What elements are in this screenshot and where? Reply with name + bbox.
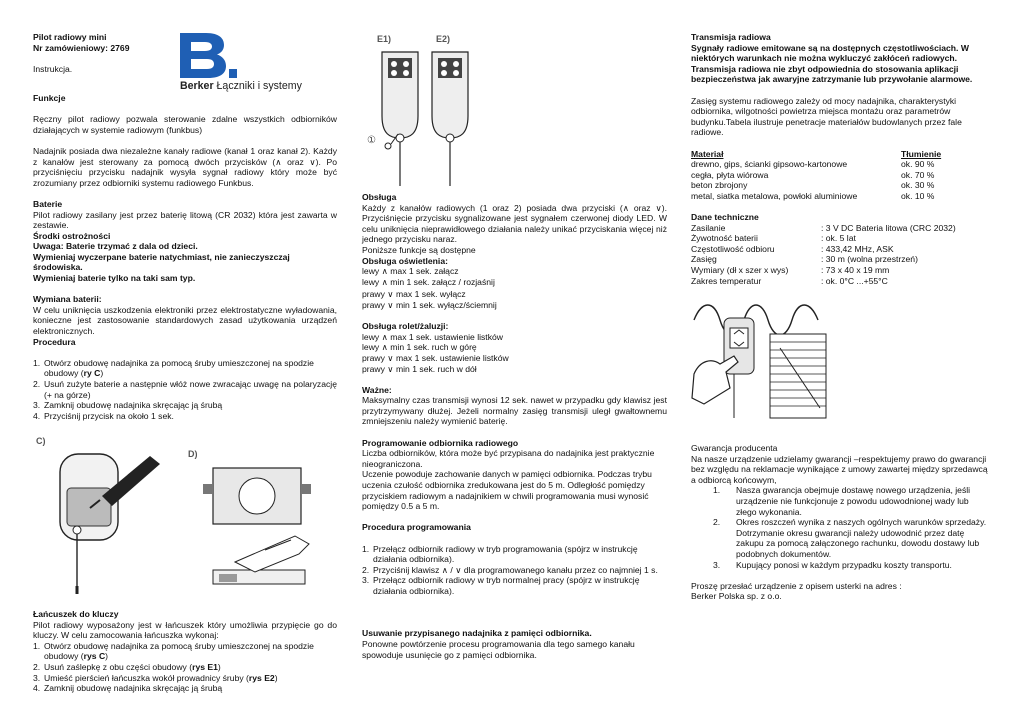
functions-para-1: Ręczny pilot radiowy pozwala sterowanie zdalne wszystkich odbiorników działających w systemie radiowym (funkbus) (33, 114, 337, 135)
figure-d-label: D) (188, 449, 198, 459)
chain-heading: Łańcuszek do kluczy (33, 609, 119, 619)
procedure-heading: Procedura (33, 336, 76, 347)
company-address: Berker Polska sp. z o.o. (691, 591, 782, 602)
warning-1: Uwaga: Baterie trzymać z dala od dzieci. (33, 241, 198, 252)
chain-section (33, 609, 337, 694)
figure-marker-1: ① (367, 135, 376, 146)
order-number: Nr zamówieniowy: 2769 (33, 42, 130, 53)
lighting-item: prawy ∨ max 1 sek. wyłącz (362, 289, 466, 300)
precautions-heading: Środki ostrożności (33, 230, 111, 241)
blinds-heading: Obsługa rolet/żaluzji: (362, 321, 449, 332)
warranty-list (691, 485, 991, 570)
radio-wall-illustration-icon (690, 298, 830, 426)
figure-e2-label: E2) (436, 34, 451, 44)
materials-table (691, 149, 961, 202)
table-row: Żywotność baterii : ok. 5 lat (691, 233, 856, 244)
warning-2: Wymieniaj wyczerpane baterie natychmiast, nie zanieczyszczaj środowiska. (33, 251, 290, 273)
warranty-heading: Gwarancja producenta (691, 443, 778, 453)
battery-para: Pilot radiowy zasilany jest przez baterię litową (CR 2032) która jest zawarta w zestawie. (33, 209, 337, 231)
damping-header: Tłumienie (901, 148, 942, 159)
programming-heading: Programowanie odbiornika radiowego (362, 437, 519, 448)
programming-steps (362, 544, 667, 597)
lighting-item: lewy ∧ min 1 sek. załącz / rozjaśnij (362, 276, 495, 287)
blinds-item: lewy ∧ max 1 sek. ustawienie listków (362, 331, 503, 342)
brand-tagline: Łączniki i systemy (216, 80, 302, 92)
brand-name: Berker (180, 80, 214, 92)
programming-step: 1. Przełącz odbiornik radiowy w tryb programowania (spójrz w instrukcję działania odbiornika). (362, 543, 638, 565)
warranty-item: 1. Nasza gwarancja obejmuje dostawę nowego urządzenia, jeśli urządzenie nie funkcjonuje z powodu udowodnionej wady lub złego wykonania. (713, 485, 971, 517)
transmission-para: Sygnały radiowe emitowane są na dostępnych częstotliwościach. W niektórych warunkach nie można wykluczyć zakłóceń radiowych. Transmisja radiowa nie zbyt odpowiednia do stosowania aplikacji bezpieczeństwa jak awaryjne zatrzymanie lub przywołanie alarmowe. (691, 42, 973, 85)
figure-c-screw-icon (40, 448, 180, 596)
table-header (691, 149, 961, 160)
figure-c-label: C) (36, 436, 46, 446)
column-3 (691, 32, 991, 286)
warranty-section (691, 443, 991, 602)
tech-data-heading: Dane techniczne (691, 212, 759, 223)
chain-step: 1. Otwórz obudowę nadajnika za pomocą śruby umieszczonej na spodzie obudowy (rys C) (33, 640, 314, 662)
lighting-item: prawy ∨ min 1 sek. wyłącz/ściemnij (362, 299, 497, 310)
important-para: Maksymalny czas transmisji wynosi 12 sek. nawet w przypadku gdy klawisz jest przytrzymywany dłużej. Jeżeli normalny zasięg transmisji uległ gwałtownemu zmniejszeniu należy wymienić baterię. (362, 395, 667, 427)
blinds-item: lewy ∧ min 1 sek. ruch w górę (362, 342, 477, 353)
figure-d-battery-icon (195, 462, 325, 600)
programming-procedure-heading: Procedura programowania (362, 522, 471, 533)
range-para: Zasięg systemu radiowego zależy od mocy nadajnika, charakterystyki odbiornika, wilgotności powietrza miejsca montażu oraz parametrów budynku.Tabela ilustruje penetracje materiałów budowlanych przez fale radiowe. (691, 95, 962, 138)
programming-step: 3. Przełącz odbiornik radiowy w tryb normalnej pracy (spójrz w instrukcję działania odbiornika). (362, 575, 640, 596)
lighting-heading: Obsługa oświetlenia: (362, 255, 448, 266)
remove-para: Ponowne powtórzenie procesu programowania dla tego samego kanału spowoduje usunięcie go z pamięci odbiornika. (362, 638, 635, 660)
functions-para-2: Nadajnik posiada dwa niezależne kanały radiowe (kanał 1 oraz kanał 2). Każdy z kanałów jest sterowany za pomocą dwóch przycisków (∧ oraz ∨). Po przyciśnięciu przycisku nadajnik wysyła sygnał radiowy który może być zrozumiany przez odbiorniki systemu radiowego Funkbus. (33, 145, 337, 188)
table-row: Częstotliwość odbioru : 433,42 MHz, ASK (691, 243, 894, 254)
procedure-step: 3. Zamknij obudowę nadajnika skręcając ją śrubą (33, 400, 223, 411)
warning-3: Wymieniaj baterie tylko na taki sam typ. (33, 273, 196, 284)
berker-b-icon (180, 33, 240, 79)
warranty-item: 3. Kupujący ponosi w każdym przypadku koszty transportu. (713, 559, 952, 570)
figure-e-remote-icon (364, 46, 484, 192)
battery-replace-para: W celu uniknięcia uszkodzenia elektroniki przez elektrostatyczne wyładowania, konieczne jest zastosowanie standardowych zasad użytkowania urządzeń elektronicznych. (33, 304, 337, 337)
important-heading: Ważne: (362, 384, 392, 395)
blinds-item: prawy ∨ min 1 sek. ruch w dół (362, 363, 477, 374)
product-title: Pilot radiowy mini (33, 32, 107, 42)
chain-step: 2. Usuń zaślepkę z obu części obudowy (rys E1) (33, 661, 221, 672)
table-row: Wymiary (dł x szer x wys) : 73 x 40 x 19 mm (691, 265, 890, 276)
operation-para-2: Poniższe funkcje są dostępne (362, 244, 476, 255)
chain-step: 4. Zamknij obudowę nadajnika skręcając ją śrubą (33, 683, 223, 694)
procedure-steps (33, 358, 337, 422)
warranty-item: 2. Okres roszczeń wynika z naszych ogólnych warunków sprzedaży. Dotrzymanie okresu gwarancji należy udowodnić przez datę zakupu za pomocą załączonego rachunku, dowodu dostawy lub podobnych dokumentów. (713, 517, 987, 559)
programming-step: 2. Przyciśnij klawisz ∧ / ∨ dla programowanego kanału przez co najmniej 1 s. (362, 564, 658, 575)
brand-line (180, 80, 302, 92)
table-row: beton zbrojony ok. 30 % (691, 180, 935, 191)
table-row: Zasięg : 30 m (wolna przestrzeń) (691, 254, 918, 265)
operation-para: Każdy z kanałów radiowych (1 oraz 2) posiada dwa przyciski (∧ oraz ∨). Przyciśnięcie przycisku sygnalizowane jest sygnałem czerwonej diody LED. W celu uniknięcia nieprawidłowego działania należy unikać przyciskania więcej niż jednego przycisku naraz. (362, 202, 667, 245)
table-row: metal, siatka metalowa, powłoki aluminiowe ok. 10 % (691, 190, 935, 201)
procedure-step: 2. Usuń zużyte baterie a następnie włóż nowe zwracając uwagę na polaryzację (+ na górze) (33, 379, 337, 400)
operation-heading: Obsługa (362, 192, 397, 202)
chain-step: 3. Umieść pierścień łańcuszka wokół prowadnicy śruby (rys E2) (33, 672, 278, 683)
lighting-item: lewy ∧ max 1 sek. załącz (362, 266, 459, 277)
chain-para: Pilot radiowy wyposażony jest w łańcuszek który umożliwia przypięcie go do kluczy. W celu zamocowania łańcuszka wykonaj: (33, 619, 337, 641)
battery-replace-heading: Wymiana baterii: (33, 294, 102, 305)
figure-e1-label: E1) (377, 34, 392, 44)
table-row: Zasilanie : 3 V DC Bateria litowa (CRC 2032) (691, 222, 956, 233)
table-row: cegła, płyta wiórowa ok. 70 % (691, 169, 935, 180)
blinds-item: prawy ∨ max 1 sek. ustawienie listków (362, 352, 509, 363)
instruction-label: Instrukcja. (33, 63, 73, 74)
send-device-text: Proszę przesłać urządzenie z opisem usterki na adres : (691, 580, 902, 591)
tech-data-table (691, 223, 956, 287)
material-header: Materiał (691, 148, 724, 159)
procedure-step: 1. Otwórz obudowę nadajnika za pomocą śruby umieszczonej na spodzie obudowy (ry C) (33, 357, 314, 379)
column-2 (362, 192, 667, 660)
table-row: Zakres temperatur : ok. 0°C ...+55°C (691, 275, 888, 286)
berker-logo (180, 33, 240, 79)
table-row: drewno, gips, ścianki gipsowo-kartonowe ok. 90 % (691, 159, 935, 170)
functions-heading: Funkcje (33, 92, 66, 103)
warranty-para: Na nasze urządzenie udzielamy gwarancji –respektujemy prawo do gwarancji bez względu na reklamacje wynikające z umowy zawartej między sprzedawcą a odbiorcą końcowym, (691, 453, 988, 485)
procedure-step: 4. Przyciśnij przycisk na około 1 sek. (33, 410, 174, 421)
transmission-heading: Transmisja radiowa (691, 32, 771, 42)
remove-heading: Usuwanie przypisanego nadajnika z pamięci odbiornika. (362, 628, 592, 639)
programming-para: Liczba odbiorników, która może być przypisana do nadajnika jest praktycznie nieograniczona. Uczenie powoduje zachowanie danych w pamięci odbiornika. Podczas trybu uczenia czułość odbiornika zredukowana jest do 5 m. Odległość pomiędzy przyciskiem radiowym a nadajnikiem w chwili programowania musi wynosić pomiędzy 0.5 a 5 m. (362, 448, 655, 512)
chain-steps (33, 641, 337, 694)
battery-heading: Baterie (33, 198, 63, 209)
